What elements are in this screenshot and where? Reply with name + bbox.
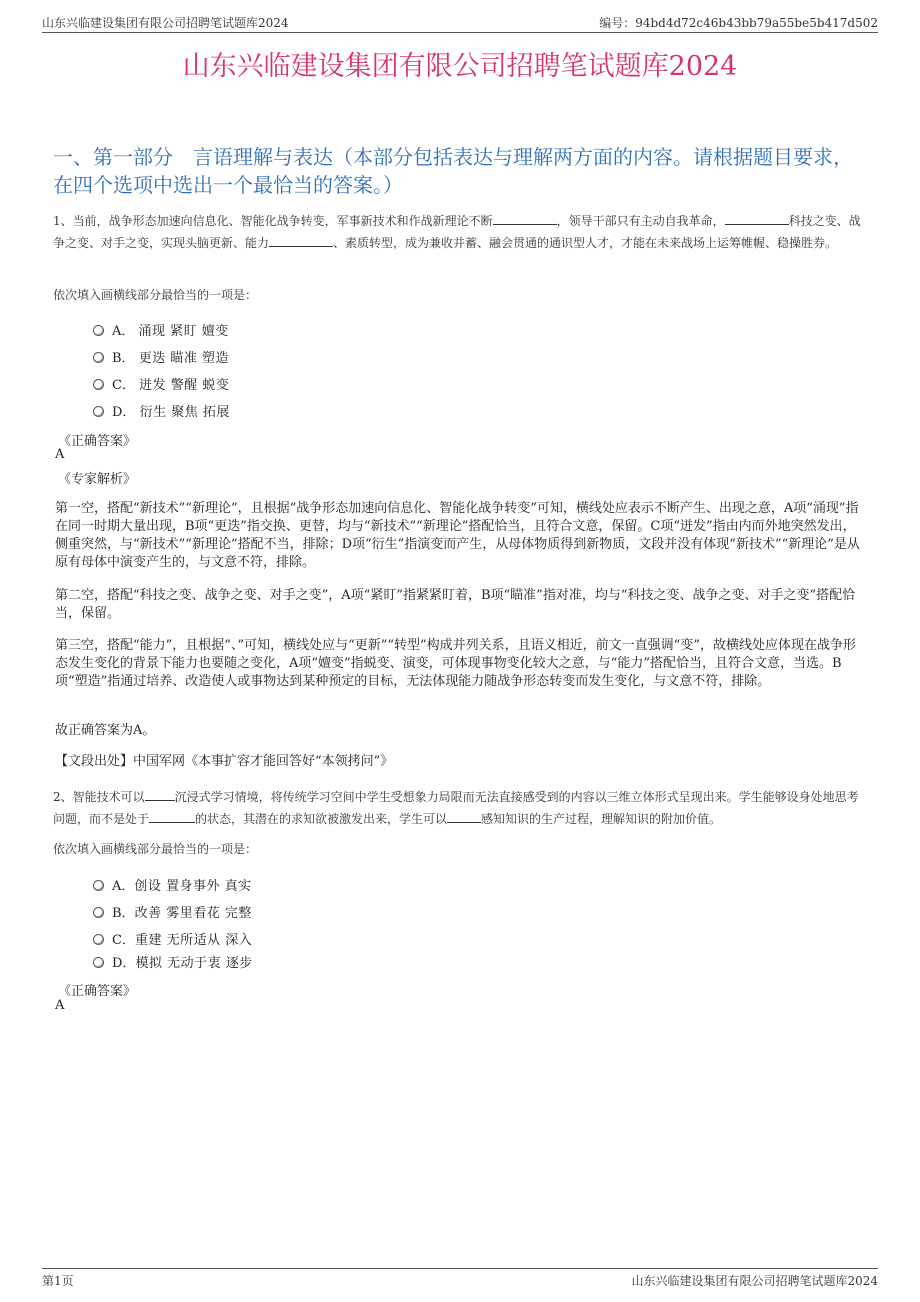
option-label: A． (112, 879, 135, 894)
radio-icon[interactable] (93, 406, 104, 417)
section-heading: 一、第一部分 言语理解与表达（本部分包括表达与理解两方面的内容。请根据题目要求，在四个选项中选出一个最恰当的答案。） (53, 145, 853, 197)
q1-text-a: 1、当前，战争形态加速向信息化、智能化战争转变，军事新技术和作战新理论不断 (53, 214, 493, 228)
q2-text-d: 感知知识的生产过程，理解知识的附加价值。 (481, 812, 722, 826)
option-label: D． (112, 405, 136, 420)
radio-icon[interactable] (93, 325, 104, 336)
footer-doc-title: 山东兴临建设集团有限公司招聘笔试题库2024 (631, 1274, 878, 1288)
radio-icon[interactable] (93, 907, 104, 918)
option-label: C． (112, 378, 135, 393)
q1-blank-1 (493, 212, 557, 225)
question-1-stem (53, 210, 865, 254)
q1-option-b[interactable] (93, 347, 229, 366)
q1-option-a[interactable] (93, 320, 229, 339)
option-text: 模拟 无动于衷 逐步 (135, 956, 253, 971)
option-text: 衍生 聚焦 拓展 (139, 405, 230, 420)
radio-icon[interactable] (93, 957, 104, 968)
page-number: 第1页 (42, 1274, 74, 1288)
option-text: 重建 无所适从 深入 (134, 933, 253, 948)
q1-analysis-tag: 《专家解析》 (58, 472, 137, 487)
q1-blank-2 (725, 212, 789, 225)
option-text: 涌现 紧盯 嬗变 (138, 324, 229, 339)
q2-blank-3 (447, 810, 481, 823)
radio-icon[interactable] (93, 379, 104, 390)
option-text: 创设 置身事外 真实 (134, 879, 252, 894)
radio-icon[interactable] (93, 352, 104, 363)
q1-answer: A (55, 447, 65, 462)
q2-text-a: 2、智能技术可以 (53, 790, 145, 804)
option-label: B． (112, 351, 135, 366)
option-label: A． (112, 324, 135, 339)
q1-analysis-1: 第一空，搭配“新技术”“新理论”，且根据“战争形态加速向信息化、智能化战争转变”可知，横线处应表示不断产生、出现之意，A项“涌现”指在同一时期大量出现，B项“更迭”指交换、更替，均与“新技术”“新理论”搭配恰当，且符合文意，保留。C项“迸发”指由内而外地突然发出，侧重突然，与“新技术”“新理论”搭配不当，排除；D项“衍生”指演变而产生，从母体物质得到新物质，文段并没有体现“新技术”“新理论”是从原有母体中演变产生的，与文意不符，排除。 (55, 501, 860, 570)
q2-option-a[interactable] (93, 875, 252, 894)
q2-answer-tag: 《正确答案》 (58, 984, 137, 999)
question-2-stem (53, 786, 865, 830)
q1-option-c[interactable] (93, 374, 229, 393)
q2-text-c: 的状态，其潜在的求知欲被激发出来，学生可以 (195, 812, 448, 826)
q1-prompt: 依次填入画横线部分最恰当的一项是： (53, 288, 258, 302)
q1-answer-tag: 《正确答案》 (58, 434, 137, 449)
q1-source: 【文段出处】中国军网《本事扩容才能回答好“本领拷问”》 (55, 754, 394, 769)
q2-blank-1 (145, 788, 175, 801)
q1-text-d: 、素质转型，成为兼收并蓄、融会贯通的通识型人才，才能在未来战场上运筹帷幄、稳操胜券。 (333, 236, 838, 250)
header-doc-id: 编号：94bd4d72c46b43bb79a55be5b417d502 (599, 16, 878, 30)
q1-option-d[interactable] (93, 401, 230, 420)
radio-icon[interactable] (93, 880, 104, 891)
option-text: 更迭 瞄准 塑造 (138, 351, 229, 366)
q1-text-c: 科技之变、战争之变、对手之变，实现头脑更新、能力 (53, 214, 861, 250)
option-label: C． (112, 933, 135, 948)
q1-analysis-3: 第三空，搭配“能力”，且根据“、”可知，横线处应与“更新”“转型”构成并列关系，且语义相近，前文一直强调“变”，故横线处应体现在战争形态发生变化的背景下能力也要随之变化，A项“嬗变”指蜕变、演变，可体现事物变化较大之意，与“能力”搭配恰当，且符合文意，当选。B项“塑造”指通过培养、改造使人或事物达到某种预定的目标，无法体现能力随战争形态转变而发生变化，与文意不符，排除。 (55, 638, 856, 689)
option-text: 迸发 警醒 蜕变 (139, 378, 230, 393)
q1-analysis-2: 第二空，搭配“科技之变、战争之变、对手之变”，A项“紧盯”指紧紧盯着，B项“瞄准”指对准，均与“科技之变、战争之变、对手之变”搭配恰当，保留。 (55, 588, 856, 621)
q2-prompt: 依次填入画横线部分最恰当的一项是： (53, 842, 258, 856)
q2-option-b[interactable] (93, 902, 252, 921)
page-footer (42, 1268, 878, 1287)
option-label: D． (112, 956, 136, 971)
q1-blank-3 (269, 234, 333, 247)
q2-option-d[interactable] (93, 952, 253, 971)
q2-option-c[interactable] (93, 929, 252, 948)
header-doc-title: 山东兴临建设集团有限公司招聘笔试题库2024 (42, 16, 289, 30)
option-text: 改善 雾里看花 完整 (134, 906, 252, 921)
option-label: B． (112, 906, 135, 921)
page-header (42, 14, 878, 33)
radio-icon[interactable] (93, 934, 104, 945)
q1-text-b: ，领导干部只有主动自我革命， (556, 214, 725, 228)
q2-answer: A (55, 998, 65, 1013)
q1-analysis-4: 故正确答案为A。 (55, 723, 156, 738)
q2-blank-2 (149, 810, 195, 823)
page-title: 山东兴临建设集团有限公司招聘笔试题库2024 (182, 51, 738, 82)
q2-text-b: 沉浸式学习情境，将传统学习空间中学生受想象力局限而无法直接感受到的内容以三维立体形式呈现出来。学生能够设身处地思考问题，而不是处于 (53, 790, 859, 826)
